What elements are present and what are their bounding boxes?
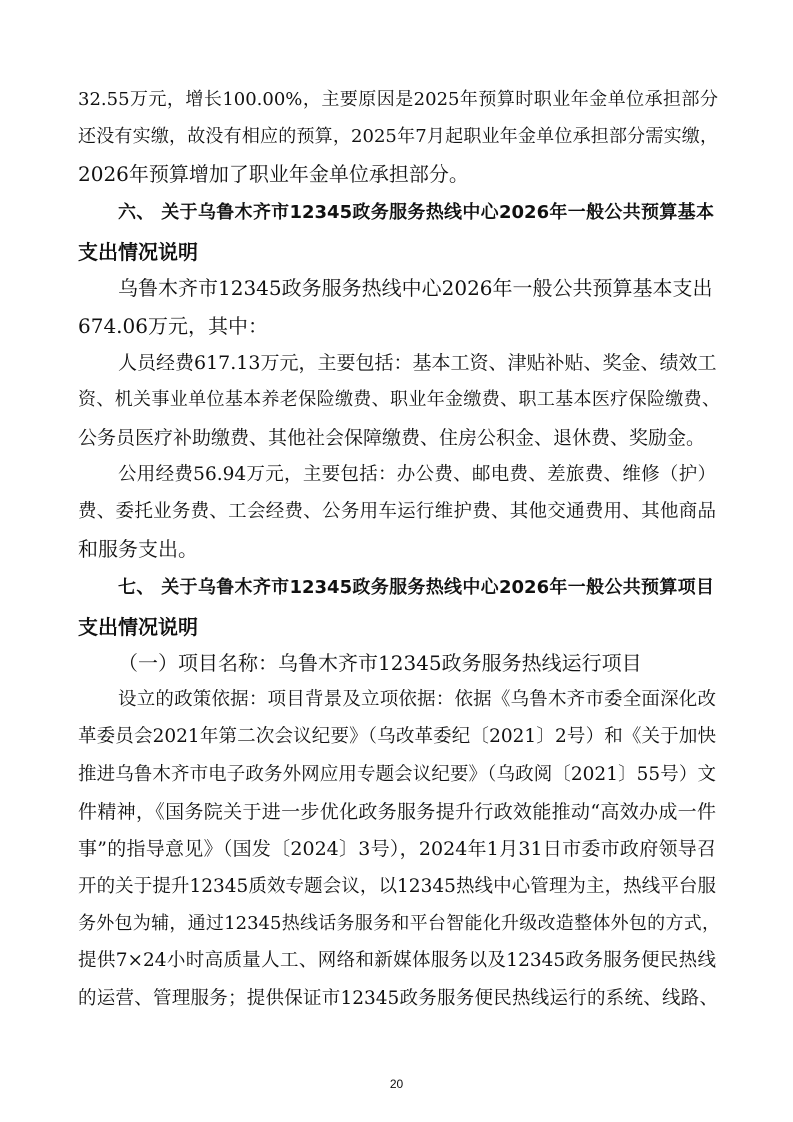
paragraph-line: 公用经费56.94万元，主要包括：办公费、邮电费、差旅费、维修（护）: [118, 464, 716, 485]
paragraph-line: 公务员医疗补助缴费、其他社会保障缴费、住房公积金、退休费、奖励金。: [78, 427, 706, 449]
paragraph-line: 2026年预算增加了职业年金单位承担部分。: [78, 162, 469, 186]
paragraph-line: 事”的指导意见》（国发〔2024〕3号），2024年1月31日市委市政府领导召: [78, 838, 716, 860]
paragraph-line: 务外包为辅，通过12345热线话务服务和平台智能化升级改造整体外包的方式，: [78, 913, 720, 934]
paragraph-line: 设立的政策依据：项目背景及立项依据：依据《乌鲁木齐市委全面深化改: [118, 689, 716, 710]
paragraph-line: 推进乌鲁木齐市电子政务外网应用专题会议纪要》（乌政阅〔2021〕55号）文: [78, 764, 716, 785]
section-heading: 六、 关于乌鲁木齐市12345政务服务热线中心2026年一般公共预算基本: [118, 202, 714, 223]
paragraph-line: 件精神，《国务院关于进一步优化政务服务提升行政效能推动“高效办成一件: [78, 801, 716, 823]
paragraph-line: 32.55万元，增长100.00%，主要原因是2025年预算时职业年金单位承担部分: [78, 89, 718, 110]
paragraph-line: 674.06万元，其中：: [78, 314, 268, 338]
page-number: 20: [389, 1077, 404, 1091]
paragraph-line: 资、机关事业单位基本养老保险缴费、职业年金缴费、职工基本医疗保险缴费、: [78, 389, 720, 410]
paragraph-line: 乌鲁木齐市12345政务服务热线中心2026年一般公共预算基本支出: [118, 276, 713, 300]
section-heading: 七、 关于乌鲁木齐市12345政务服务热线中心2026年一般公共预算项目: [118, 577, 714, 598]
section-heading: 支出情况说明: [78, 240, 198, 264]
paragraph-line: 革委员会2021年第二次会议纪要》（乌改革委纪〔2021〕2号）和《关于加快: [78, 726, 716, 747]
paragraph-line: 提供7×24小时高质量人工、网络和新媒体服务以及12345政务服务便民热线: [78, 950, 716, 971]
paragraph-line: 还没有实缴，故没有相应的预算，2025年7月起职业年金单位承担部分需实缴，: [78, 126, 718, 147]
paragraph-line: 和服务支出。: [78, 537, 198, 561]
paragraph-line: 费、委托业务费、工会经费、公务用车运行维护费、其他交通费用、其他商品: [78, 501, 716, 522]
paragraph-line: 的运营、管理服务；提供保证市12345政务服务便民热线运行的系统、线路、: [78, 988, 718, 1009]
paragraph-line: 开的关于提升12345质效专题会议，以12345热线中心管理为主，热线平台服: [78, 876, 716, 897]
subsection-title: （一）项目名称：乌鲁木齐市12345政务服务热线运行项目: [118, 651, 642, 675]
section-heading: 支出情况说明: [78, 615, 198, 639]
paragraph-line: 人员经费617.13万元，主要包括：基本工资、津贴补贴、奖金、绩效工: [118, 352, 717, 374]
